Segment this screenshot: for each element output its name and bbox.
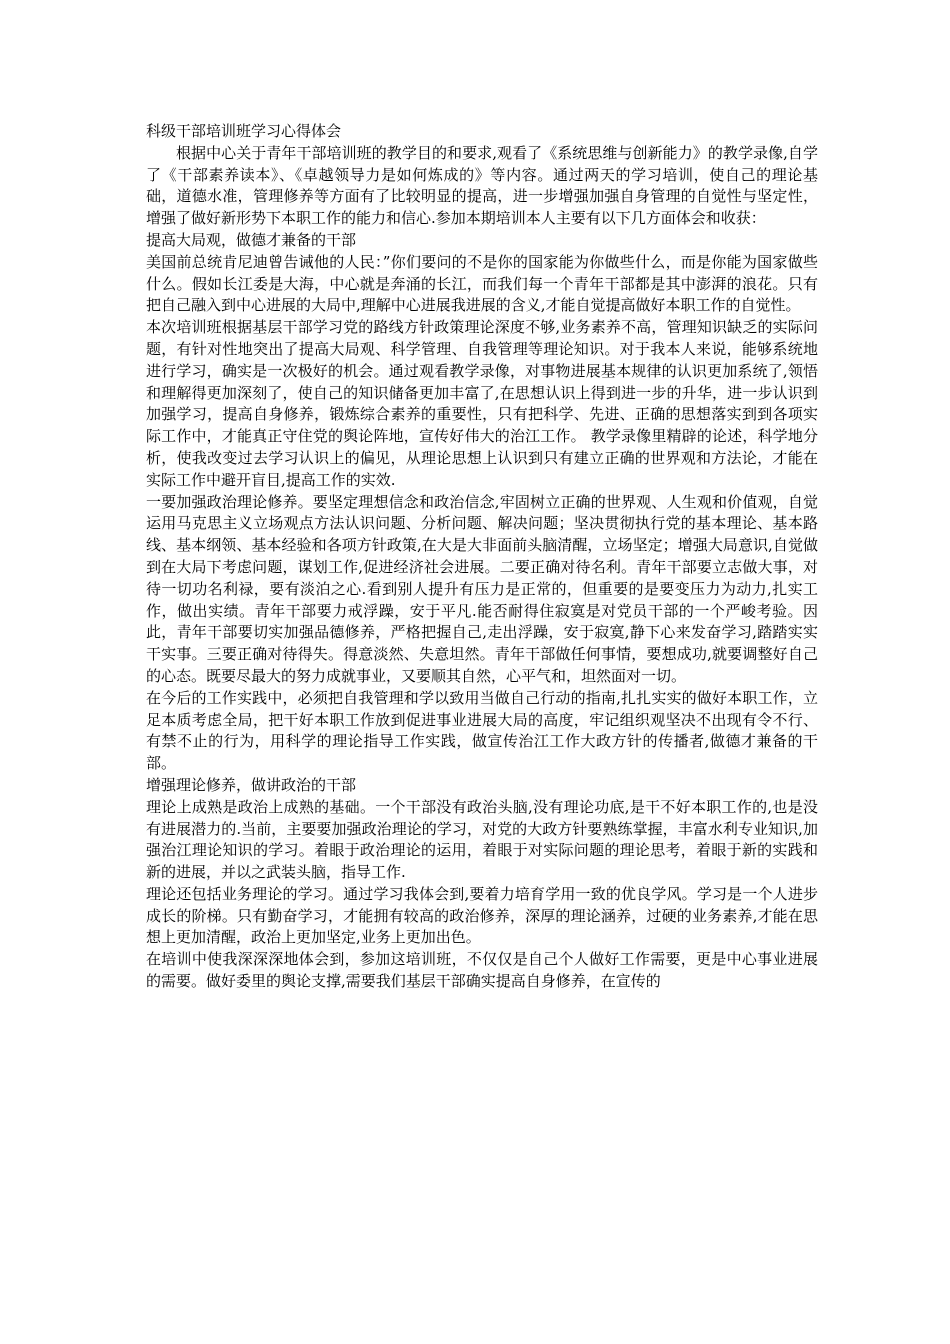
document-page [146,121,818,993]
paragraph-4: 在今后的工作实践中，必须把自我管理和学以致用当做自己行动的指南,扎扎实实的做好本职工作，立足本质考虑全局，把干好本职工作放到促进事业进展大局的高度，牢记组织观坚决不出现有令不行、有禁不止的行为，用科学的理论指导工作实践，做宣传治江工作大政方针的传播者,做德才兼备的干部。 [146,688,818,773]
paragraph-1: 美国前总统肯尼迪曾告诫他的人民：”你们要问的不是你的国家能为你做些什么，而是你能为国家做些什么。假如长江委是大海，中心就是奔涌的长江，而我们每一个青年干部都是其中澎湃的浪花。只有把自己融入到中心进展的大局中,理解中心进展我进展的含义,才能自觉提高做好本职工作的自觉性。 [146,252,818,315]
intro-paragraph: 根据中心关于青年干部培训班的教学目的和要求,观看了《系统思维与创新能力》的教学录像,自学了《干部素养读本》、《卓越领导力是如何炼成的》等内容。通过两天的学习培训，使自己的理论基础，道德水准，管理修养等方面有了比较明显的提高，进一步增强加强自身管理的自觉性与坚定性，增强了做好新形势下本职工作的能力和信心.参加本期培训本人主要有以下几方面体会和收获： [146,143,818,228]
section-heading-1: 提高大局观，做德才兼备的干部 [146,230,357,249]
paragraph-6: 理论还包括业务理论的学习。通过学习我体会到,要着力培育学用一致的优良学风。学习是一个人进步成长的阶梯。只有勤奋学习，才能拥有较高的政治修养，深厚的理论涵养，过硬的业务素养,才能在思想上更加清醒，政治上更加坚定,业务上更加出色。 [146,884,818,947]
document-title: 科级干部培训班学习心得体会 [146,122,342,140]
paragraph-2: 本次培训班根据基层干部学习党的路线方针政策理论深度不够,业务素养不高，管理知识缺乏的实际问题，有针对性地突出了提高大局观、科学管理、自我管理等理论知识。对于我本人来说，能够系统地进行学习，确实是一次极好的机会。通过观看教学录像，对事物进展基本规律的认识更加系统了,领悟和理解得更加深刻了，使自己的知识储备更加丰富了,在思想认识上得到进一步的升华，进一步认识到加强学习，提高自身修养，锻炼综合素养的重要性，只有把科学、先进、正确的思想落实到到各项实际工作中，才能真正守住党的舆论阵地，宣传好伟大的治江工作。 教学录像里精辟的论述，科学地分析，使我改变过去学习认识上的偏见，从理论思想上认识到只有建立正确的世界观和方法论，才能在实际工作中避开盲目,提高工作的实效. [146,318,818,489]
paragraph-7: 在培训中使我深深深地体会到，参加这培训班，不仅仅是自己个人做好工作需要，更是中心事业进展的需要。做好委里的舆论支撑,需要我们基层干部确实提高自身修养，在宣传的 [146,950,818,991]
section-heading-2: 增强理论修养，做讲政治的干部 [146,775,357,794]
paragraph-3: 一要加强政治理论修养。要坚定理想信念和政治信念,牢固树立正确的世界观、人生观和价值观，自觉运用马克思主义立场观点方法认识问题、分析问题、解决问题；坚决贯彻执行党的基本理论、基本路线、基本纲领、基本经验和各项方针政策,在大是大非面前头脑清醒，立场坚定；增强大局意识,自觉做到在大局下考虑问题，谋划工作,促进经济社会进展。二要正确对待名利。青年干部要立志做大事，对待一切功名利禄，要有淡泊之心.看到别人提升有压力是正常的，但重要的是要变压力为动力,扎实工作，做出实绩。青年干部要力戒浮躁，安于平凡.能否耐得住寂寞是对党员干部的一个严峻考验。因此，青年干部要切实加强品德修养，严格把握自己,走出浮躁，安于寂寞,静下心来发奋学习,踏踏实实干实事。三要正确对待得失。得意淡然、失意坦然。青年干部做任何事情，要想成功,就要调整好自己的心态。既要尽最大的努力成就事业，又要顺其自然，心平气和，坦然面对一切。 [146,492,818,685]
paragraph-5: 理论上成熟是政治上成熟的基础。一个干部没有政治头脑,没有理论功底,是干不好本职工作的,也是没有进展潜力的.当前，主要要加强政治理论的学习，对党的大政方针要熟练掌握，丰富水利专业知识,加强治江理论知识的学习。着眼于政治理论的运用，着眼于对实际问题的理论思考，着眼于新的实践和新的进展，并以之武装头脑，指导工作. [146,797,818,882]
